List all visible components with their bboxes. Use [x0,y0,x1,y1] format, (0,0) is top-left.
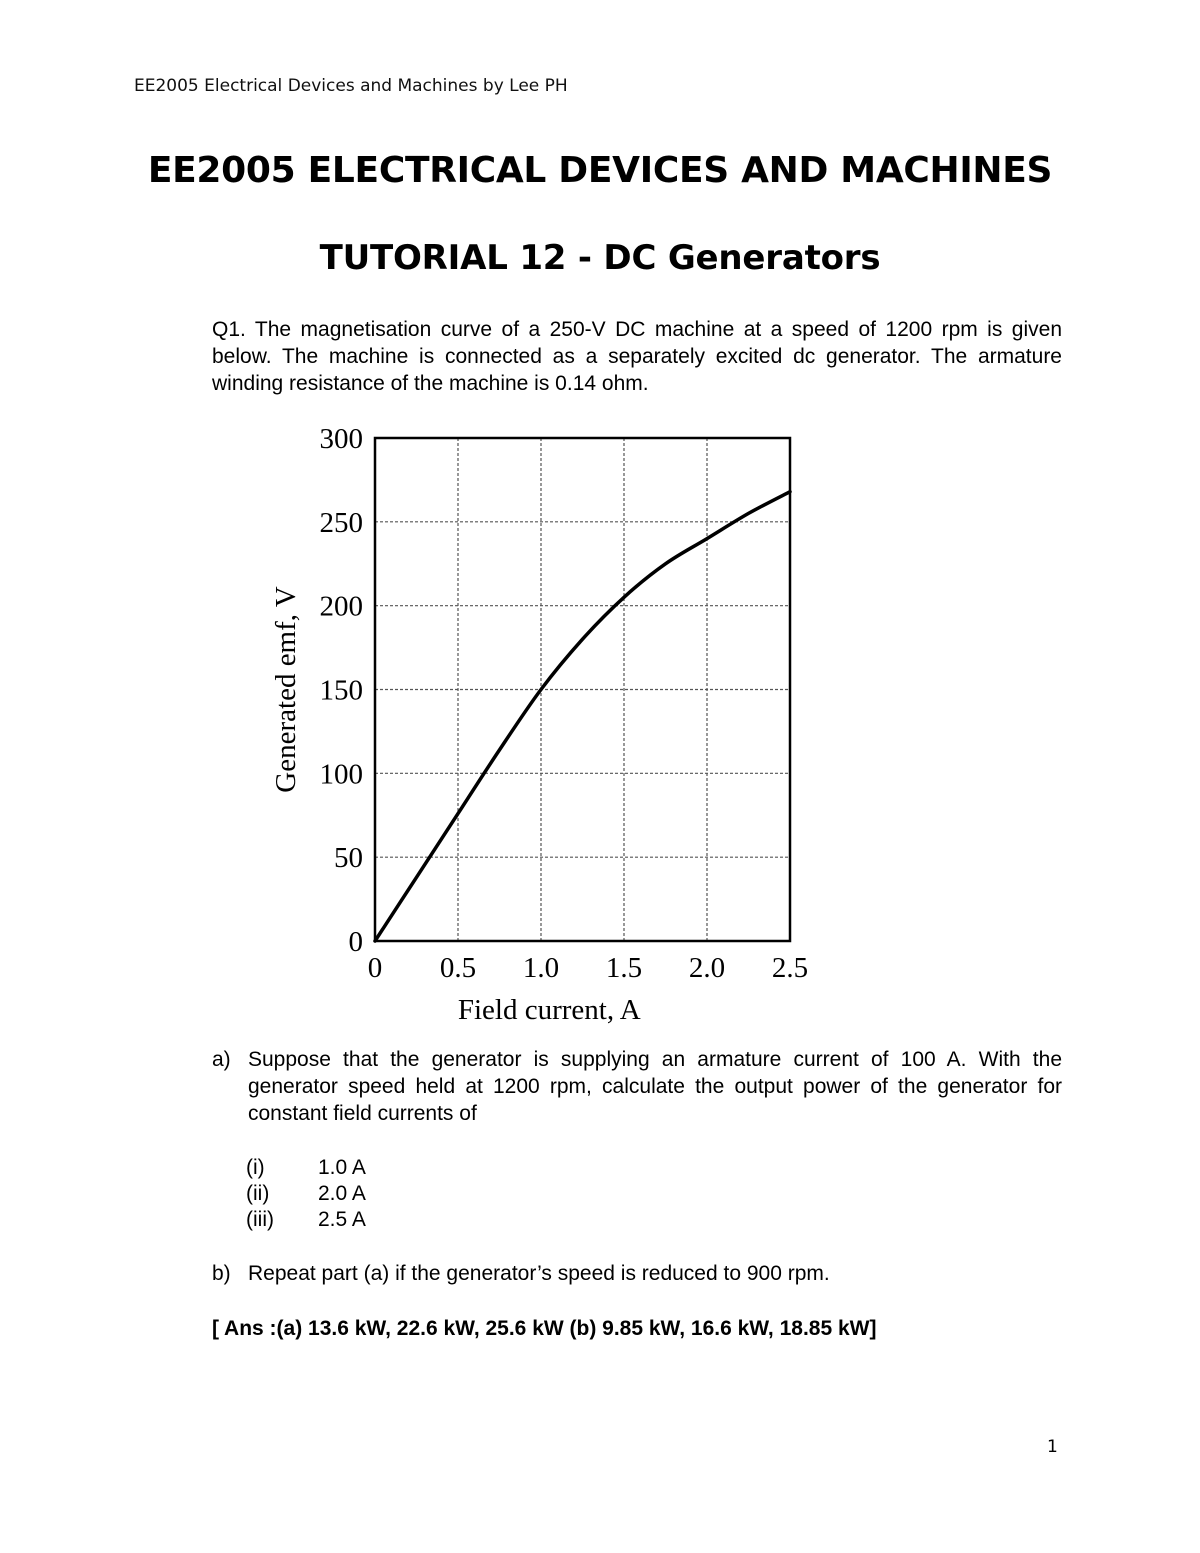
y-axis-label: Generated emf, V [270,586,302,793]
y-tick-label: 0 [348,926,363,958]
running-header: EE2005 Electrical Devices and Machines by Lee PH [134,76,568,96]
y-tick-label: 300 [319,423,363,455]
x-axis-label: Field current, A [457,994,641,1026]
y-tick-label: 50 [334,842,363,875]
list-item-number: (iii) [246,1208,274,1231]
answer-text: [ Ans :(a) 13.6 kW, 22.6 kW, 25.6 kW (b) 9.85 kW, 16.6 kW, 18.85 kW] [212,1317,877,1340]
x-tick-label: 0 [367,952,383,984]
y-tick-label: 150 [319,674,363,707]
x-tick-label: 0.5 [439,952,477,984]
page-number: 1 [1047,1437,1058,1457]
y-tick-label: 100 [319,758,363,791]
list-item-number: (ii) [246,1182,270,1205]
emf-curve [375,492,790,941]
list-item-value: 2.0 A [318,1182,366,1205]
part-a-text: Suppose that the generator is supplying an armature current of 100 A. With the generator speed held at 1200 rpm, calculate the output power of the generator for constant field currents of [248,1048,1062,1125]
question-text: Q1. The magnetisation curve of a 250-V DC machine at a speed of 1200 rpm is given below. The machine is connected as a separately excited dc generator. The armature winding resistance of the machine is 0.14 ohm. [212,318,1062,395]
x-tick-label: 2.0 [688,952,726,984]
x-tick-label: 2.5 [771,952,809,984]
part-b [212,1262,830,1286]
list-item-value: 2.5 A [318,1208,366,1231]
y-tick-label: 250 [319,506,363,539]
x-tick-label: 1.0 [522,952,560,984]
x-tick-label: 1.5 [605,952,643,984]
list-item-value: 1.0 A [318,1156,366,1179]
part-b-label: b) [212,1262,231,1285]
part-a-label: a) [212,1048,231,1071]
y-tick-label: 200 [319,590,363,623]
magnetisation-curve-chart [265,420,825,1035]
part-a [212,1046,1062,1127]
tutorial-title: TUTORIAL 12 - DC Generators [319,238,881,278]
part-b-text: Repeat part (a) if the generator’s speed is reduced to 900 rpm. [248,1262,830,1285]
list-item-number: (i) [246,1156,265,1179]
document-title: EE2005 ELECTRICAL DEVICES AND MACHINES [147,150,1053,191]
